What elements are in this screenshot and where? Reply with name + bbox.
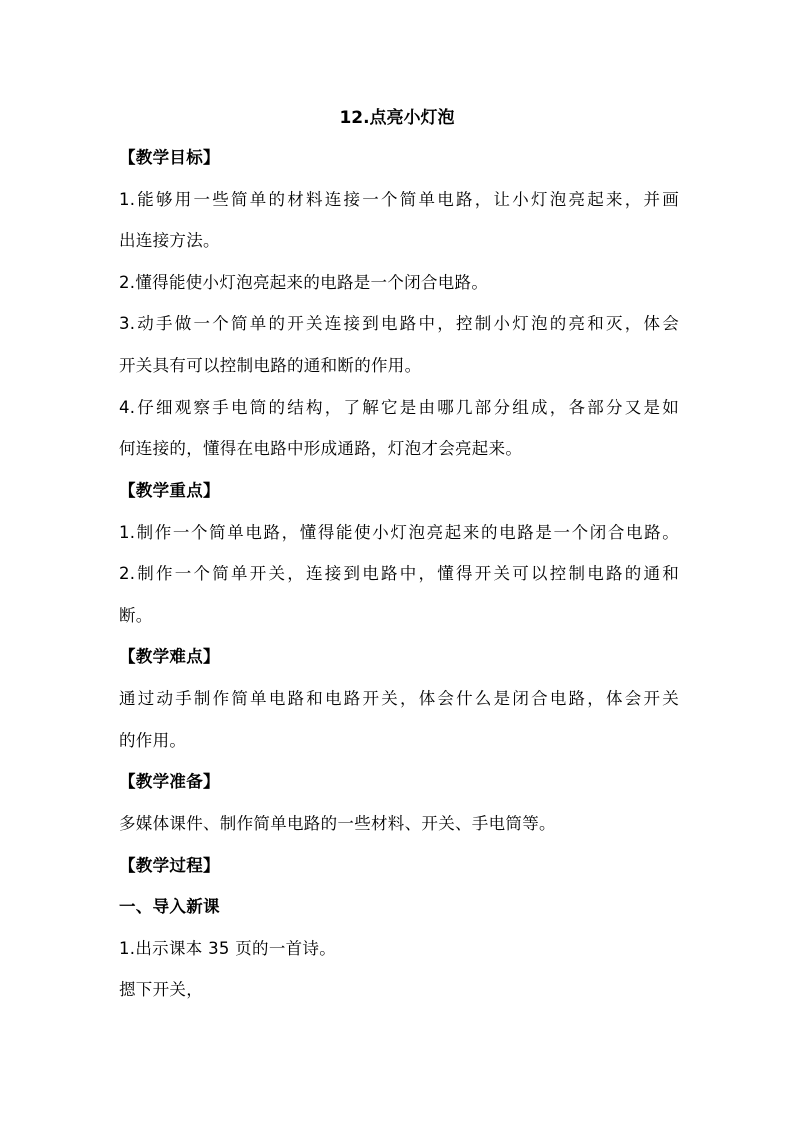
process-step-1: 1.出示课本 35 页的一首诗。 <box>119 939 337 958</box>
difficulty-line-1: 通过动手制作简单电路和电路开关，体会什么是闭合电路，体会开关 <box>119 689 679 708</box>
key-point-2-line-2: 断。 <box>119 606 153 625</box>
preparation-heading: 【教学准备】 <box>119 772 220 791</box>
key-point-1: 1.制作一个简单电路，懂得能使小灯泡亮起来的电路是一个闭合电路。 <box>119 523 679 542</box>
process-subheading-1: 一、导入新课 <box>119 897 220 916</box>
objective-1-line-1: 1.能够用一些简单的材料连接一个简单电路，让小灯泡亮起来，并画 <box>119 190 679 209</box>
objective-4-line-2: 何连接的，懂得在电路中形成通路，灯泡才会亮起来。 <box>119 439 523 458</box>
difficulties-heading: 【教学难点】 <box>119 647 220 666</box>
document-title: 12.点亮小灯泡 <box>339 108 455 128</box>
objective-3-line-2: 开关具有可以控制电路的通和断的作用。 <box>119 356 422 375</box>
objective-3-line-1: 3.动手做一个简单的开关连接到电路中，控制小灯泡的亮和灭，体会 <box>119 314 679 333</box>
objective-4-line-1: 4.仔细观察手电筒的结构，了解它是由哪几部分组成，各部分又是如 <box>119 398 679 417</box>
difficulty-line-2: 的作用。 <box>119 731 187 750</box>
process-heading: 【教学过程】 <box>119 856 220 875</box>
objective-2: 2.懂得能使小灯泡亮起来的电路是一个闭合电路。 <box>119 273 489 292</box>
poem-line-1: 摁下开关， <box>119 980 203 999</box>
key-point-2-line-1: 2.制作一个简单开关，连接到电路中，懂得开关可以控制电路的通和 <box>119 564 679 583</box>
objective-1-line-2: 出连接方法。 <box>119 231 220 250</box>
preparation-text: 多媒体课件、制作简单电路的一些材料、开关、手电筒等。 <box>119 814 556 833</box>
key-points-heading: 【教学重点】 <box>119 481 220 500</box>
objectives-heading: 【教学目标】 <box>119 148 220 167</box>
